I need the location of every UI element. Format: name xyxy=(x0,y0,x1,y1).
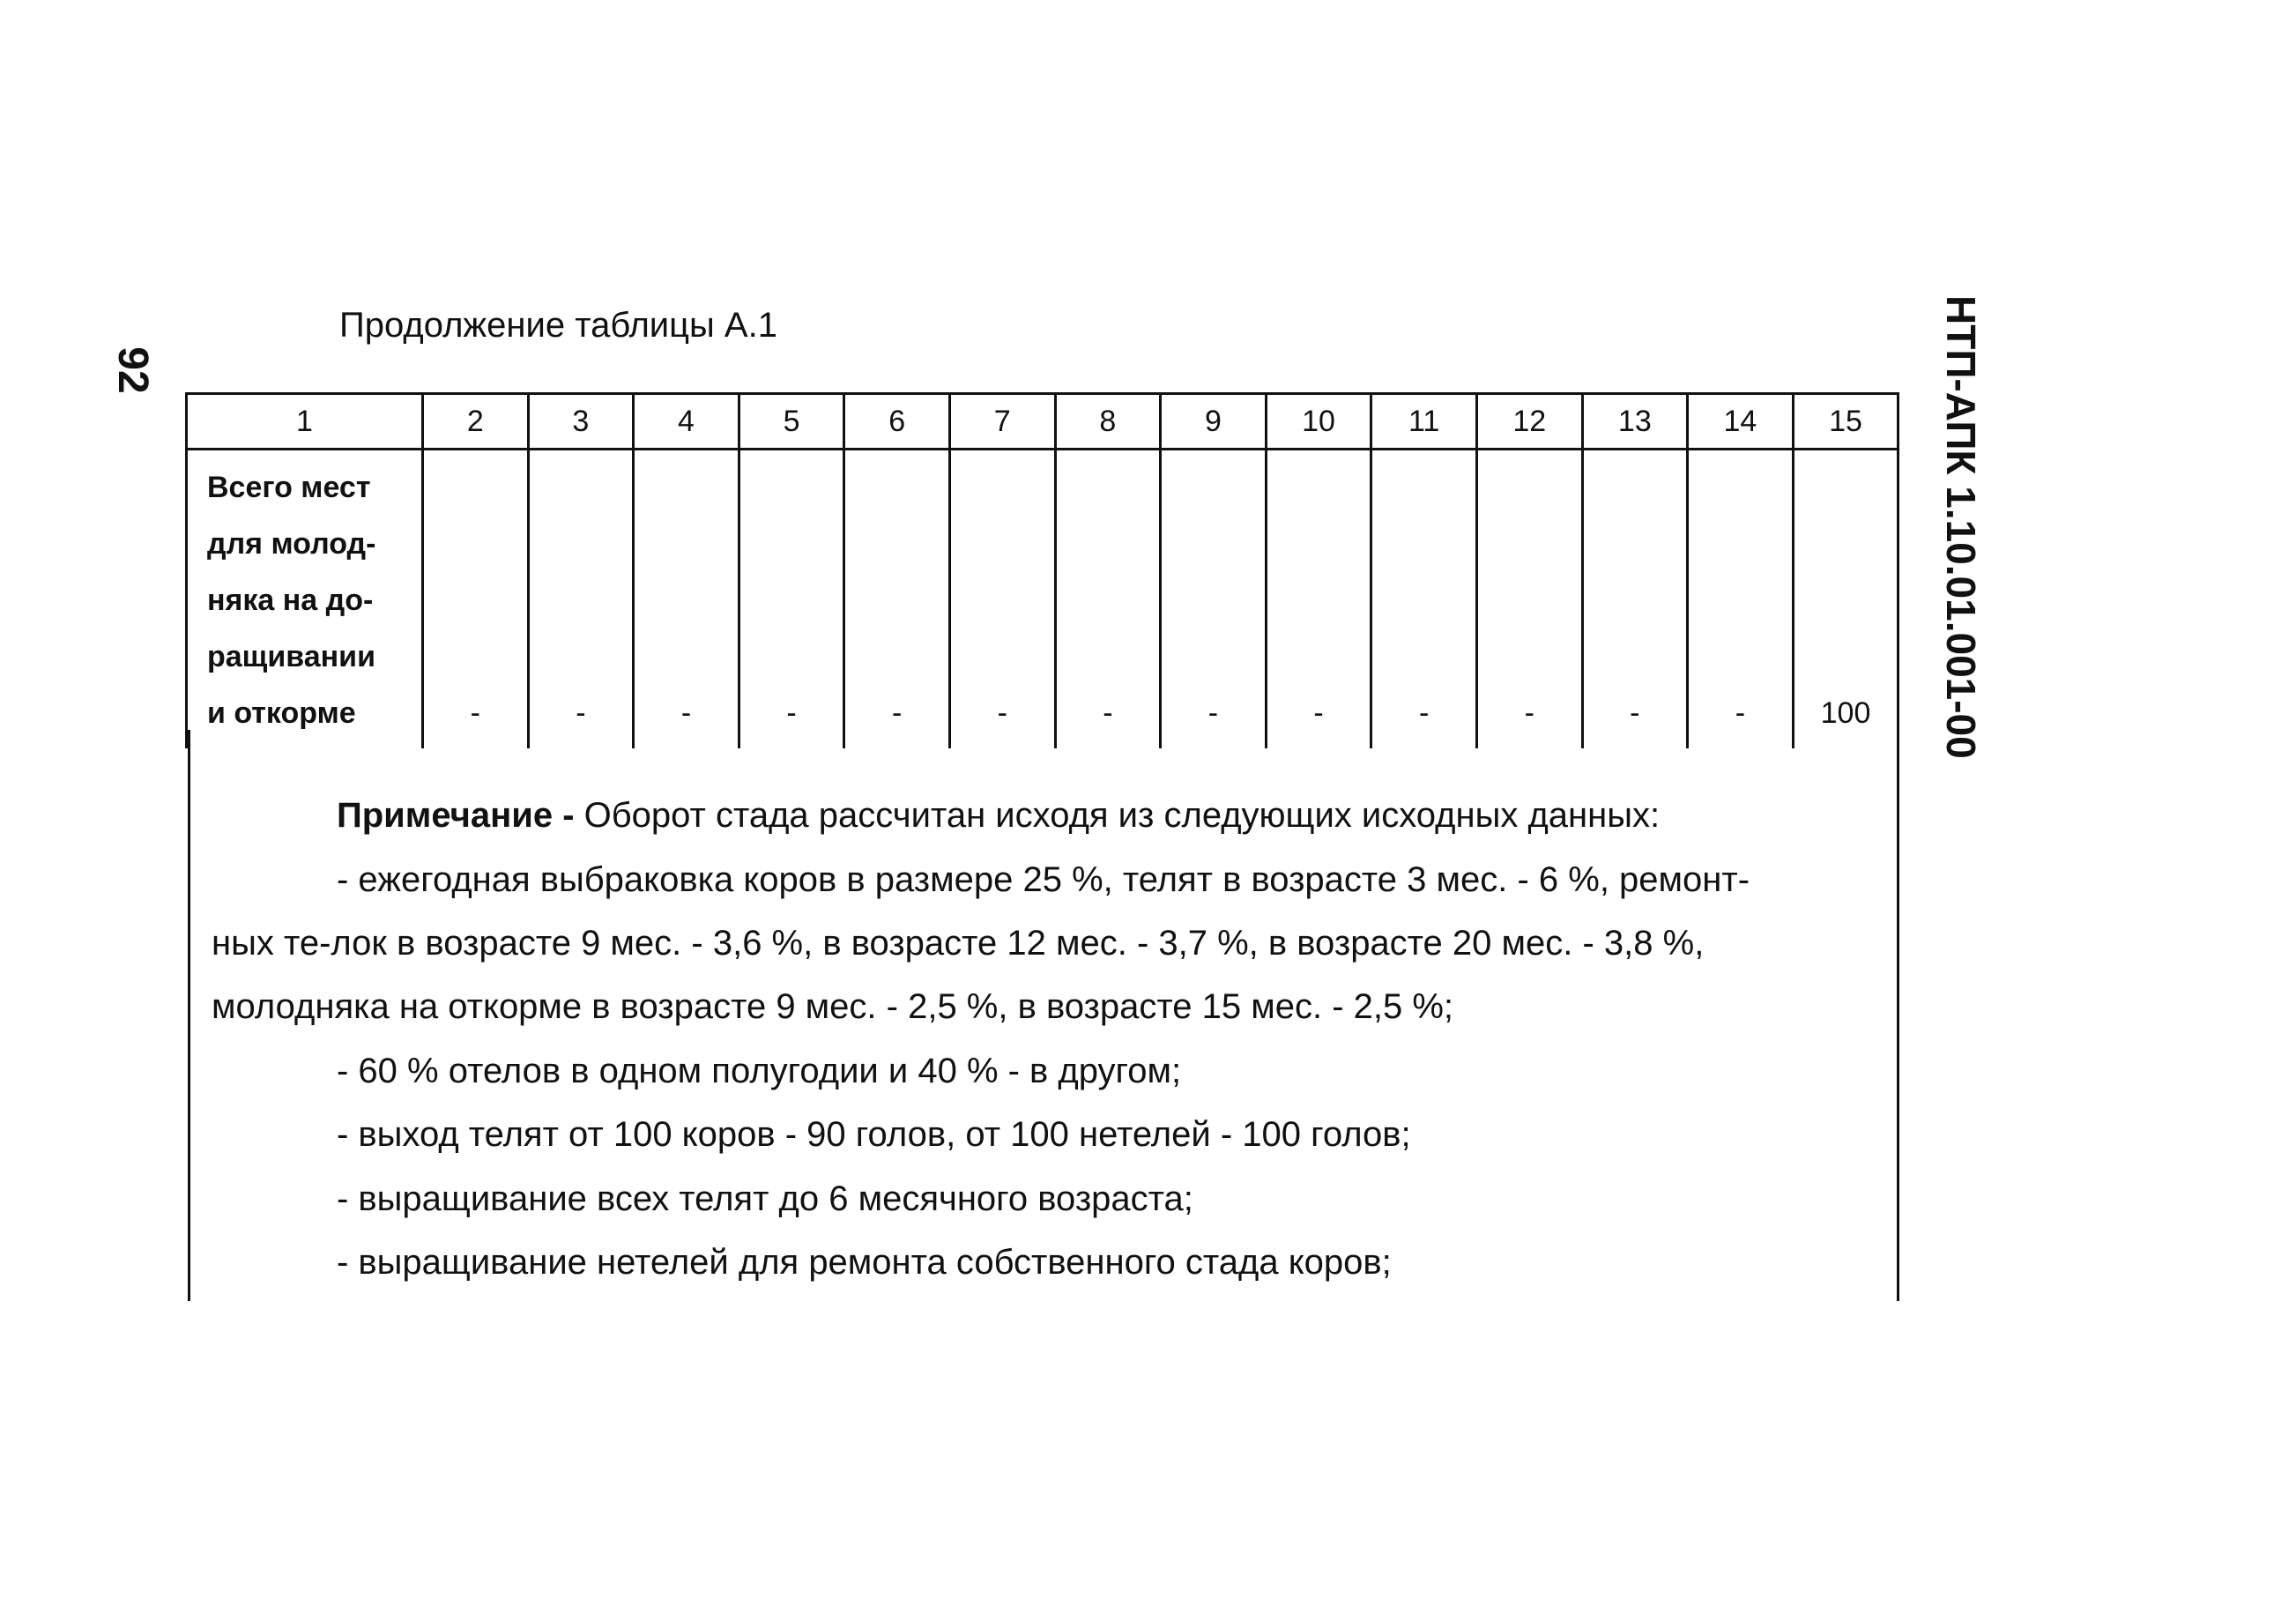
table-cell: - xyxy=(739,450,844,749)
row-label-line: для молод- xyxy=(207,527,376,561)
note-intro xyxy=(337,789,1660,842)
column-header: 6 xyxy=(844,394,950,450)
row-label-line: няка на до- xyxy=(207,584,374,617)
row-label-line: и откорме xyxy=(207,696,356,730)
table-cell: - xyxy=(423,450,529,749)
column-header: 7 xyxy=(949,394,1055,450)
table-cell: - xyxy=(1266,450,1371,749)
note-line: - выращивание всех телят до 6 месячного возраста; xyxy=(337,1179,1193,1218)
page-number: 92 xyxy=(109,346,156,394)
table-row xyxy=(187,450,1898,749)
note-line: молодняка на откорме в возрасте 9 мес. - 2,5 %, в возрасте 15 мес. - 2,5 %; xyxy=(212,987,1454,1026)
column-header: 12 xyxy=(1476,394,1582,450)
table-cell: - xyxy=(1161,450,1267,749)
note-line: - выращивание нетелей для ремонта собственного стада коров; xyxy=(337,1243,1392,1282)
row-label xyxy=(187,450,423,749)
table-cell: - xyxy=(1582,450,1688,749)
column-header: 5 xyxy=(739,394,844,450)
table-cell: - xyxy=(1055,450,1161,749)
note-line: - выход телят от 100 коров - 90 голов, от 100 нетелей - 100 голов; xyxy=(337,1115,1411,1154)
column-header: 10 xyxy=(1266,394,1371,450)
table-cell: - xyxy=(528,450,634,749)
data-table xyxy=(185,392,1899,748)
column-header: 15 xyxy=(1793,394,1898,450)
table-cell: - xyxy=(1688,450,1794,749)
note-label: Примечание - xyxy=(337,796,575,835)
column-header: 9 xyxy=(1161,394,1267,450)
note-intro-text: Оборот стада рассчитан исходя из следующих исходных данных: xyxy=(574,796,1661,835)
header-row xyxy=(187,394,1898,450)
column-header: 14 xyxy=(1688,394,1794,450)
column-header: 11 xyxy=(1371,394,1477,450)
note-line: - 60 % отелов в одном полугодии и 40 % - в другом; xyxy=(337,1052,1182,1090)
column-header: 4 xyxy=(634,394,739,450)
row-label-line: ращивании xyxy=(207,640,375,673)
column-header: 2 xyxy=(423,394,529,450)
table-cell: - xyxy=(1476,450,1582,749)
note-line: - ежегодная выбраковка коров в размере 25 %, телят в возрасте 3 мес. - 6 %, ремонт- xyxy=(337,860,1750,899)
column-header: 3 xyxy=(528,394,634,450)
table-cell: - xyxy=(1371,450,1477,749)
table-cell: - xyxy=(949,450,1055,749)
document-code: НТП-АПК 1.10.01.001-00 xyxy=(1938,295,1984,759)
column-header: 1 xyxy=(187,394,423,450)
row-label-line: Всего мест xyxy=(207,471,371,504)
note-line: ных те-лок в возрасте 9 мес. - 3,6 %, в возрасте 12 мес. - 3,7 %, в возрасте 20 мес. - 3,8 %, xyxy=(212,924,1705,963)
table-cell: - xyxy=(844,450,950,749)
table-caption: Продолжение таблицы А.1 xyxy=(339,306,777,345)
table-cell: 100 xyxy=(1793,450,1898,749)
column-header: 13 xyxy=(1582,394,1688,450)
table-cell: - xyxy=(634,450,739,749)
column-header: 8 xyxy=(1055,394,1161,450)
